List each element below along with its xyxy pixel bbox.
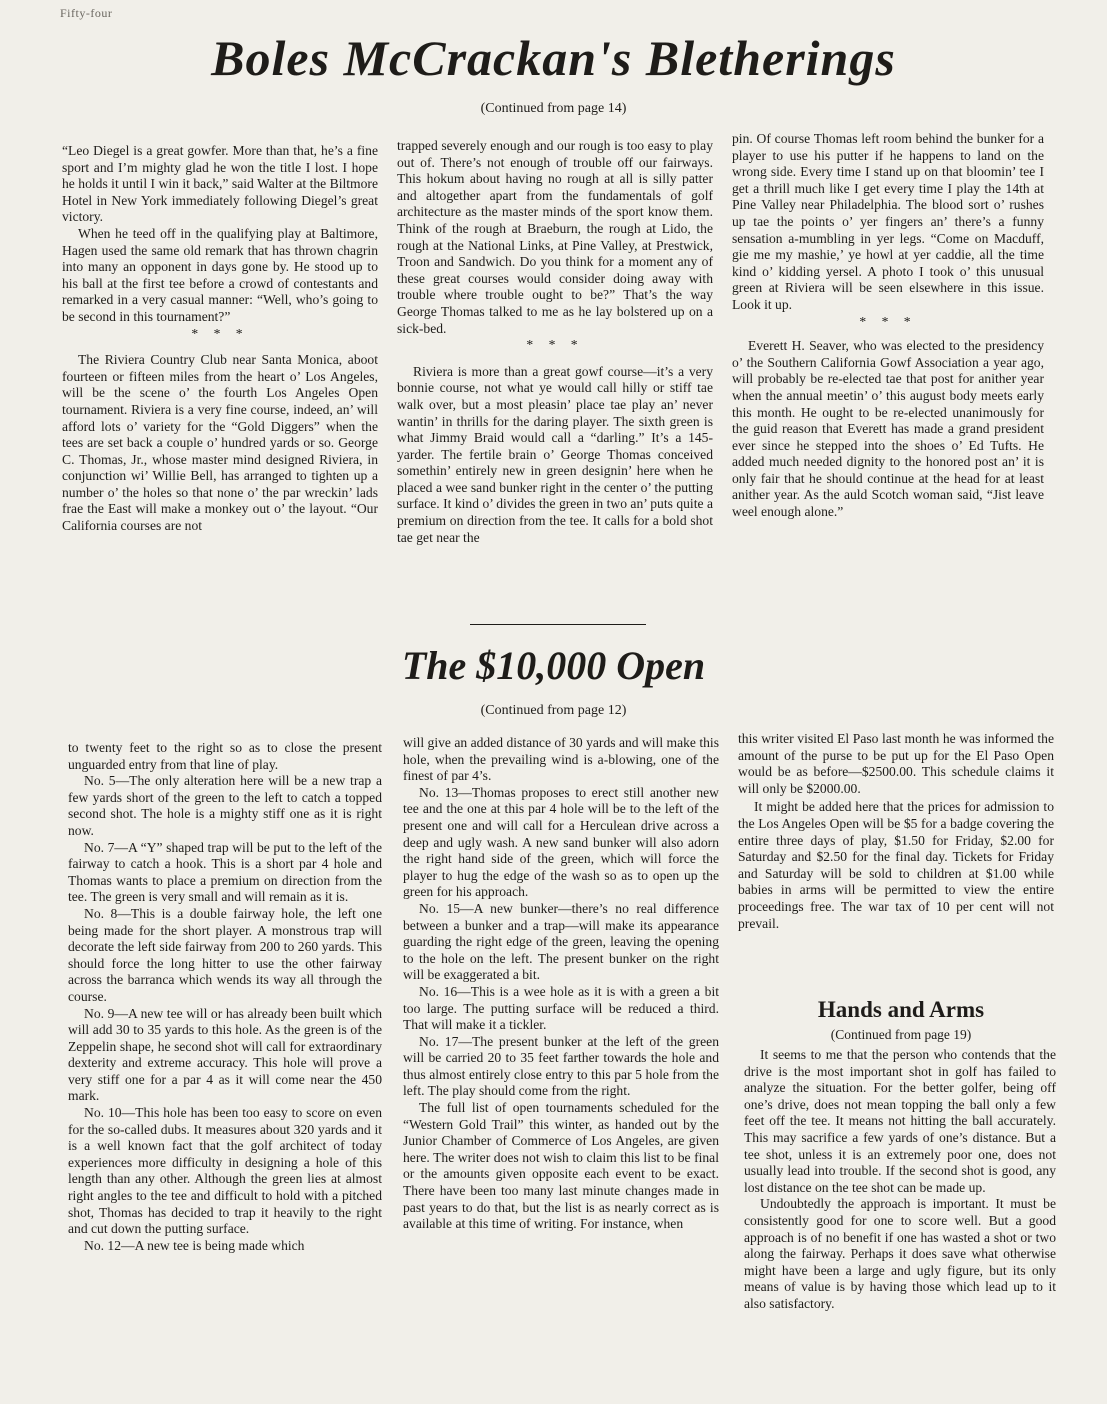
paragraph: Everett H. Seaver, who was elected to the presidency o’ the Southern California Gowf Association a year ago, will probably be re-elected tae that post for anither year when the annual meetin’ o’ this august body meets early this month. He ought to be re-elected unanimously for the guid reason that Everett has made a grand president ever since he stepped into the shoes o’ Ed Tufts. He added much needed dignity to the honored post an’ it is only fair that he should continue at the head for at least anither year. As the auld Scotch woman said, “Jist leave weel enough alone.”	[732, 338, 1044, 520]
continued-note-bletherings: (Continued from page 14)	[480, 101, 627, 116]
paragraph: When he teed off in the qualifying play at Baltimore, Hagen used the same old remark that has thrown chagrin into many an opponent in days gone by. He stood up to his ball at the first tee before a crowd of contestants and remarked in a very casual manner: “Well, who’s going to be second in this tournament?”	[62, 225, 378, 324]
bletherings-column-1	[62, 143, 378, 535]
paragraph: Undoubtedly the approach is important. It must be consistently good for one to score well. But a good approach is of no benefit if one has wasted a shot or two along the fairway. Perhaps it does save what otherwise might have been a large and ugly figure, but its only means of value is by having those which lead up to it also satisfactory.	[744, 1196, 1056, 1311]
paragraph: this writer visited El Paso last month he was informed the amount of the purse to be put up for the El Paso Open would be as before—$2500.00. This schedule claims it will only be $2000.00.	[738, 731, 1054, 796]
section-break: * * *	[526, 337, 584, 353]
bletherings-column-2	[397, 138, 713, 546]
paragraph: It might be added here that the prices for admission to the Los Angeles Open will be $5 for a badge covering the entire three days of play, $1.50 for Friday, $2.00 for Saturday and $2.50 for the final day. Tickets for Friday and Saturday will be sold to children at $1.00 while babies in arms will be permitted to view the entire proceedings free. The war tax of 10 per cent will not prevail.	[738, 799, 1054, 931]
continued-note-hands-and-arms: (Continued from page 19)	[830, 1027, 972, 1042]
paragraph: No. 8—This is a double fairway hole, the left one being made for the short player. A monstrous trap will decorate the left side fairway from 200 to 260 yards. This should force the long hitter to use the other fairway across the barranca which wends its way all through the course.	[68, 905, 382, 1004]
open-column-1	[68, 740, 382, 1254]
divider	[470, 624, 646, 625]
open-column-2	[403, 735, 719, 1233]
paragraph: No. 5—The only alteration here will be a new trap a few yards short of the green to the left to catch a topped second shot. The hole is a mighty stiff one as it is right now.	[68, 773, 382, 838]
article-title-10000-open: The $10,000 Open	[401, 643, 706, 688]
open-column-3	[738, 731, 1054, 932]
paragraph: Riviera is more than a great gowf course—it’s a very bonnie course, not what ye would call hilly or stiff tae walk over, but a most pleasin’ place tae play an’ never wantin’ in thrills for the daring player. The sixth green is what Jimmy Braid would call a “darling.” It’s a 145-yarder. The fertile brain o’ George Thomas conceived somethin’ entirely new in green designin’ here when he placed a wee sand bunker right in the center o’ the putting surface. It kind o’ divides the green in two an’ puts quite a premium on direction from the tee. It calls for a bold shot tae get near the	[397, 363, 713, 545]
paragraph: It seems to me that the person who contends that the drive is the most important shot in golf has failed to analyze the situation. For the better golfer, being off one’s drive, does not mean topping the ball only a few feet off the tee. It means not hitting the ball accurately. This may sacrifice a few yards of one’s distance. But a tee shot, unless it is an extremely poor one, does not usually lead into trouble. If the second shot is good, any lost distance on the tee shot can be made up.	[744, 1047, 1056, 1195]
paragraph: No. 7—A “Y” shaped trap will be put to the left of the fairway to catch a hook. This is a short par 4 hole and Thomas wants to place a premium on direction from the tee. The green is very small and will remain as it is.	[68, 839, 382, 905]
page-number: Fifty-four	[60, 6, 113, 20]
hands-and-arms-column	[744, 1047, 1056, 1313]
section-break: * * *	[191, 325, 249, 341]
paragraph: to twenty feet to the right so as to close the present unguarded entry from that line of play.	[68, 740, 382, 772]
bletherings-column-3	[732, 131, 1044, 521]
paragraph: No. 12—A new tee is being made which	[84, 1237, 305, 1253]
section-break: * * *	[859, 313, 917, 329]
paragraph: will give an added distance of 30 yards and will make this hole, when the prevailing wind is a-blowing, one of the finest of par 4’s.	[403, 735, 719, 784]
paragraph: trapped severely enough and our rough is too easy to play out of. There’s not enough of trouble off our fairways. This hokum about having no rough at all is silly patter and altogether apart from the fundamentals of golf architecture as the master minds of the sport know them. Think of the rough at Braeburn, the rough at Lido, the rough at the National Links, at Pine Valley, at Prestwick, Troon and Sandwich. Do you think for a moment any of these great courses would consider doing away with trouble where trouble ought to be?” That’s the way George Thomas talked to me as he lay bolstered up on a sick-bed.	[397, 138, 713, 336]
paragraph: “Leo Diegel is a great gowfer. More than that, he’s a fine sport and I’m mighty glad he won the title I lost. I hope he holds it until I win it back,” said Walter at the Biltmore Hotel in New York immediately following Diegel’s great victory.	[62, 143, 378, 225]
paragraph: The full list of open tournaments scheduled for the “Western Gold Trail” this winter, as handed out by the Junior Chamber of Commerce of Los Angeles, are given here. The writer does not wish to claim this list to be final or the amounts given opposite each event to be exact. There have been too many last minute changes made in past years to do that, but the list is as nearly correct as is available at this time of writing. For instance, when	[403, 1100, 719, 1232]
article-title-bletherings: Boles McCrackan's Bletherings	[211, 30, 896, 86]
article-title-hands-and-arms: Hands and Arms	[817, 997, 985, 1022]
paragraph: No. 9—A new tee will or has already been built which will add 30 to 35 yards to this hole. As the green is of the Zeppelin shape, he second shot will call for extraordinary dexterity and extreme accuracy. This hole will prove a very stiff one for a par 4 as it will come near the 450 mark.	[68, 1005, 382, 1104]
paragraph: The Riviera Country Club near Santa Monica, aboot fourteen or fifteen miles from the heart o’ Los Angeles, will be the scene o’ the fourth Los Angeles Open tournament. Riviera is a very fine course, indeed, an’ will afford lots o’ variety for the “Gold Diggers” when the tees are set back a couple o’ hundred yards or so. George C. Thomas, Jr., whose master mind designed Riviera, in conjunction wi’ Willie Bell, has arranged to tighten up a number o’ the holes so that none o’ the par wreckin’ lads frae the East will make a monkey out o’ the layout. “Our California courses are not	[62, 352, 378, 534]
paragraph: No. 15—A new bunker—there’s no real difference between a bunker and a trap—will make its appearance guarding the right edge of the green, leaving the opening to the hole on the left. The present bunker on the right will be exaggerated a bit.	[403, 900, 719, 983]
paragraph: No. 13—Thomas proposes to erect still another new tee and the one at this par 4 hole will be to the left of the present one and will call for a Herculean drive across a deep and ugly wash. A new sand bunker will also adorn the right hand side of the green, which will force the player to hug the edge of the wash so as to open up the green for his approach.	[403, 784, 719, 900]
paragraph: No. 17—The present bunker at the left of the green will be carried 20 to 35 feet farther towards the hole and thus almost entirely close entry to this par 5 hole from the left. The play should come from the right.	[403, 1033, 719, 1099]
paragraph: pin. Of course Thomas left room behind the bunker for a player to use his putter if he happens to land on the wrong side. Every time I stand up on that bloomin’ tee I get a thrill much like I get every time I play the 14th at Pine Valley near Philadelphia. The blood sort o’ rushes up tae the points o’ yer fingers an’ there’s a funny sensation a-mumbling in yer legs. “Come on Macduff, gie me my mashie,’ ye howl at yer caddie, all the time kind o’ kidding yersel. A photo I took o’ this unusual green at Riviera will be seen elsewhere in this issue. Look it up.	[732, 131, 1044, 312]
paragraph: No. 10—This hole has been too easy to score on even for the so-called dubs. It measures about 320 yards and it is a well known fact that the golf architect of today experiences more difficulty in designing a hole of this length than any other. Although the green lies at almost right angles to the tee and difficult to hold with a pitched shot, Thomas has decided to trap it heavily to the right and cut down the putting surface.	[68, 1105, 382, 1237]
continued-note-10000-open: (Continued from page 12)	[480, 703, 627, 718]
paragraph: No. 16—This is a wee hole as it is with a green a bit too large. The putting surface will be reduced a third. That will make it a tickler.	[403, 983, 719, 1033]
